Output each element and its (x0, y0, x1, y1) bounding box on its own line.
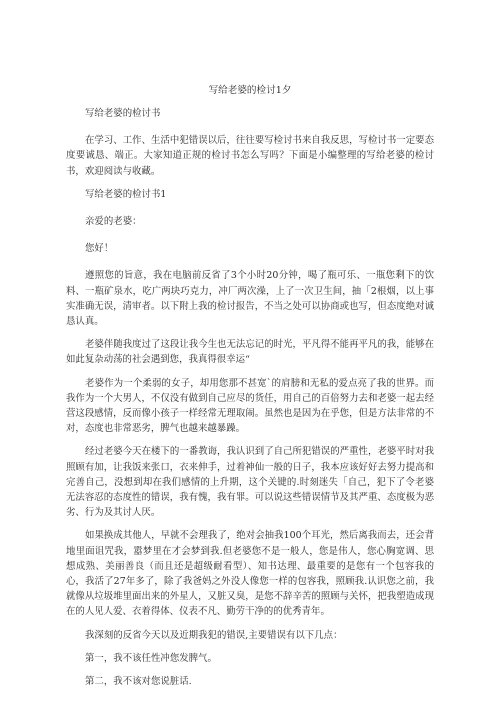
intro-paragraph: 在学习、工作、生活中犯错误以后，往往要写检讨书来自我反思，写检讨书一定要态度要诚恳、端正。大家知道正规的检讨书怎么写吗？下面是小编整理的写给老婆的检讨书，欢迎阅读与收藏。 (66, 135, 434, 177)
body-paragraph-1: 遵照您的旨意，我在电脑前反省了3个小时20分钟，喝了瓶可乐、一瓶您剩下的饮料、一瓶矿泉水，吃广两块巧克力，冲厂两次澡，上了一次卫生间，抽「2根烟，以上事实准确无误，清审者。以下附上我的检讨报告，不当之处可以协商或也写，但态度绝对诚恳认真。 (66, 270, 434, 328)
document-subtitle: 写给老婆的检讨书 (85, 108, 161, 119)
body-paragraph-4: 经过老婆今天在楼下的一番教诲，我认识到了自己所犯错误的严重性，老婆平时对我照顾有加，让我饭来张口，衣来伸手，过着神仙一般的日子，我本应该好好去努力提高和完善自己，没想到却在我们感情的上升期，这个关键的.时刻迷失「自己，犯下了令老婆无法容忍的态度性的错误，我有愧，我有罪。可以说这些错误情节及其严重、态度极为恶劣、行为及其讨人厌。 (66, 446, 434, 519)
greeting: 您好！ (85, 243, 114, 255)
body-paragraph-5: 如果换成其他人，早就不会理我了，绝对会抽我100个耳光，然后离我而去，还会背地里面诅咒我，嚣梦里在才会梦到我.但老婆您不是一般人，您是伟人，您心胸宽调、思想成熟、美丽善良（而且还是超级耐看型）、知书达理、最重要的是您有一个包容我的心，我活了27年多了，除了我爸妈之外没人像您一样的包容我，照顾我.认识您之前，我就像从垃圾堆里面出来的外星人，又脏又臭，是您不辞辛苦的照顾与关怀，把我塑造成现在的人见人爱、衣着得体、仪表不凡、勤劳干净的的优秀青年。 (66, 530, 434, 618)
body-paragraph-2: 老婆伴随我度过了这段让我今生也无法忘记的时光，平凡得不能再平凡的我，能够在如此复杂动荡的社会遇到您，我真得很幸运“ (66, 339, 434, 366)
section-heading: 写给老婆的检讨书1 (85, 188, 167, 200)
body-paragraph-3: 老婆作为一个柔弱的女子，却用您那不甚宽`的肩膀和无私的爱点亮了我的世界。而我作为一个大男人，不仅没有做到自己应尽的货任，用自己的百倍努力去和老婆一起去经营这段感情，反而像小孩子一样经常无理取闹。虽然也是因为在乎您，但是方法非常的不对，态度也非常恶劣，脾气也越来越暴躁。 (66, 377, 434, 435)
body-paragraph-7: 第一，我不该任性冲您发脾气。 (85, 652, 217, 664)
salutation: 亲爱的老婆： (85, 216, 142, 228)
body-paragraph-8: 第二，我不该对您说脏话. (85, 676, 192, 688)
body-paragraph-6: 我深刻的反省今天以及近期我犯的错误,主要错误有以下几点： (85, 629, 343, 641)
document-title: 写给老婆的检讨1夕 (208, 85, 292, 96)
